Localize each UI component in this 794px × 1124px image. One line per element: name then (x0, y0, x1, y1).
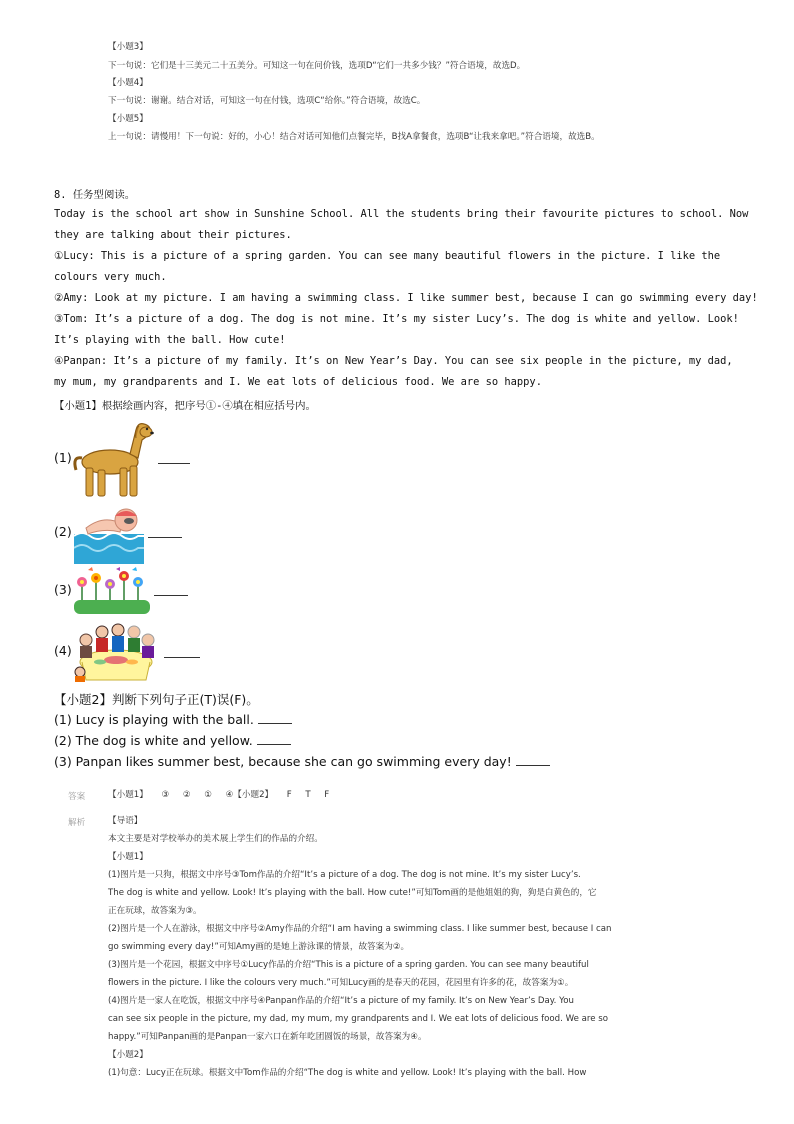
passage-line: It’s playing with the ball. How cute! (54, 334, 286, 346)
swimmer-picture-icon (74, 506, 144, 564)
picture-number: (1) (54, 450, 72, 465)
flowers-picture-icon (74, 566, 150, 616)
tf-item-3 (54, 754, 550, 769)
section-heading: 8. 任务型阅读。 (54, 189, 136, 201)
picture-number: (3) (54, 582, 72, 597)
analysis-line: (1)图片是一只狗，根据文中序号③Tom作品的介绍“It’s a picture of a dog. The dog is not mine. It’s my sister Lucy’s. (108, 870, 581, 880)
analysis-line: 【小题2】 (108, 1050, 148, 1060)
answer-blank[interactable] (258, 722, 292, 724)
analysis-line: 本文主要是对学校举办的美术展上学生们的作品的介绍。 (108, 834, 323, 844)
answer-blank[interactable] (164, 656, 200, 658)
analysis-line: The dog is white and yellow. Look! It’s playing with the ball. How cute!”可知Tom画的是他姐姐的狗，狗是白黄色的，它 (108, 888, 597, 898)
analysis-line: 正在玩球，故答案为③。 (108, 906, 202, 916)
passage-line: ②Amy: Look at my picture. I am having a swimming class. I like summer best, because I can go swimming every day! (54, 292, 758, 304)
answer-blank[interactable] (154, 594, 188, 596)
analysis-line: (1)句意：Lucy正在玩球。根据文中Tom作品的介绍“The dog is white and yellow. Look! It’s playing with the ball. How (108, 1068, 587, 1078)
passage-line: ③Tom: It’s a picture of a dog. The dog is not mine. It’s my sister Lucy’s. The dog is white and yellow. Look! (54, 313, 739, 325)
subq4-label: 【小题4】 (108, 78, 148, 88)
subq3-explanation: 下一句说：它们是十三美元二十五美分。可知这一句在问价钱，选项D“它们一共多少钱？”符合语境，故选D。 (108, 61, 526, 71)
subq5-explanation: 上一句说：请慢用！下一句说：好的，小心！结合对话可知他们点餐完毕，B找A拿餐食，选项B“让我来拿吧。”符合语境，故选B。 (108, 132, 600, 142)
analysis-line: flowers in the picture. I like the colours very much.”可知Lucy画的是春天的花园，花园里有许多的花，故答案为①。 (108, 978, 574, 988)
subq3-label: 【小题3】 (108, 42, 148, 52)
tf-statement: (3) Panpan likes summer best, because she can go swimming every day! (54, 754, 516, 769)
analysis-label: 解析 (68, 818, 86, 828)
analysis-line: (4)图片是一家人在吃饭，根据文中序号④Panpan作品的介绍“It’s a picture of my family. It’s on New Year’s Day. You (108, 996, 574, 1006)
analysis-line: (2)图片是一个人在游泳，根据文中序号②Amy作品的介绍“I am having a swimming class. I like summer best, because I can (108, 924, 612, 934)
passage-line: ①Lucy: This is a picture of a spring garden. You can see many beautiful flowers in the picture. I like the (54, 250, 721, 262)
picture-number: (2) (54, 524, 72, 539)
analysis-line: 【导语】 (108, 816, 143, 826)
q1-title: 【小题1】根据绘画内容，把序号①-④填在相应括号内。 (54, 400, 316, 412)
dog-picture-icon (72, 416, 154, 500)
analysis-line: can see six people in the picture, my dad, my mum, my grandparents and I. We eat lots of delicious food. We are so (108, 1014, 608, 1024)
family-dinner-picture-icon (72, 616, 160, 682)
passage-line: they are talking about their pictures. (54, 229, 292, 241)
passage-line: ④Panpan: It’s a picture of my family. It’s on New Year’s Day. You can see six people in the picture, my dad, (54, 355, 733, 367)
tf-item-2 (54, 733, 291, 748)
subq4-explanation: 下一句说：谢谢。结合对话，可知这一句在付钱，选项C“给你。”符合语境，故选C。 (108, 96, 426, 106)
tf-statement: (1) Lucy is playing with the ball. (54, 712, 258, 727)
answer-blank[interactable] (257, 743, 291, 745)
analysis-line: 【小题1】 (108, 852, 148, 862)
tf-item-1 (54, 712, 292, 727)
passage-line: colours very much. (54, 271, 167, 283)
answer-label: 答案 (68, 792, 86, 802)
passage-line: Today is the school art show in Sunshine School. All the students bring their favourite pictures to school. Now (54, 208, 749, 220)
subq5-label: 【小题5】 (108, 114, 148, 124)
answer-blank[interactable] (516, 764, 550, 766)
analysis-line: (3)图片是一个花园，根据文中序号①Lucy作品的介绍“This is a picture of a spring garden. You can see many beautiful (108, 960, 589, 970)
picture-number: (4) (54, 643, 72, 658)
analysis-line: happy.”可知Panpan画的是Panpan一家六口在新年吃团圆饭的场景，故答案为④。 (108, 1032, 427, 1042)
q2-title: 【小题2】判断下列句子正(T)误(F)。 (54, 692, 259, 707)
answer-blank[interactable] (158, 462, 190, 464)
analysis-line: go swimming every day!”可知Amy画的是她上游泳课的情景，故答案为②。 (108, 942, 410, 952)
answer-blank[interactable] (148, 536, 182, 538)
answer-text: 【小题1】 ③ ② ① ④【小题2】 F T F (108, 790, 330, 800)
passage-line: my mum, my grandparents and I. We eat lots of delicious food. We are so happy. (54, 376, 542, 388)
tf-statement: (2) The dog is white and yellow. (54, 733, 257, 748)
